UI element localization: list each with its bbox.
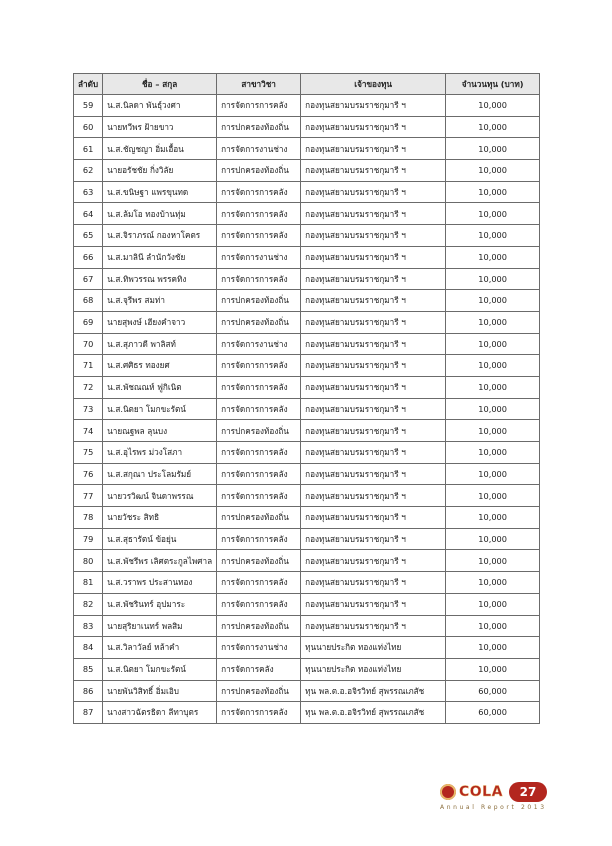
fund-owner-cell: กองทุนสยามบรมราชกุมารี ฯ: [301, 203, 446, 225]
fund-owner-cell: ทุน พล.ต.อ.อจิรวิทย์ สุพรรณเภสัช: [301, 702, 446, 724]
amount-cell: 10,000: [446, 658, 540, 680]
department-cell: การจัดการการคลัง: [217, 95, 301, 117]
row-number-cell: 59: [74, 95, 103, 117]
amount-cell: 10,000: [446, 637, 540, 659]
amount-cell: 10,000: [446, 355, 540, 377]
row-number-cell: 61: [74, 138, 103, 160]
department-cell: การปกครองท้องถิ่น: [217, 290, 301, 312]
table-row: [74, 702, 540, 724]
table-row: [74, 420, 540, 442]
row-number-cell: 64: [74, 203, 103, 225]
department-cell: การปกครองท้องถิ่น: [217, 116, 301, 138]
student-name-cell: น.ส.นิตยา โมกขะรัตน์: [103, 398, 217, 420]
amount-cell: 10,000: [446, 615, 540, 637]
department-cell: การจัดการงานช่าง: [217, 138, 301, 160]
fund-owner-cell: กองทุนสยามบรมราชกุมารี ฯ: [301, 485, 446, 507]
amount-cell: 10,000: [446, 420, 540, 442]
amount-cell: 60,000: [446, 702, 540, 724]
department-cell: การจัดการการคลัง: [217, 463, 301, 485]
student-name-cell: น.ส.ทิพวรรณ พรรคทิง: [103, 268, 217, 290]
table-row: [74, 268, 540, 290]
row-number-cell: 82: [74, 593, 103, 615]
row-number-cell: 79: [74, 528, 103, 550]
table-row: [74, 203, 540, 225]
amount-cell: 10,000: [446, 203, 540, 225]
department-cell: การจัดการงานช่าง: [217, 637, 301, 659]
table-row: [74, 95, 540, 117]
table-row: [74, 355, 540, 377]
amount-cell: 10,000: [446, 485, 540, 507]
amount-cell: 10,000: [446, 333, 540, 355]
header-no: ลำดับ: [74, 74, 103, 95]
table-body: [74, 95, 540, 724]
amount-cell: 10,000: [446, 376, 540, 398]
fund-owner-cell: กองทุนสยามบรมราชกุมารี ฯ: [301, 225, 446, 247]
department-cell: การจัดการงานช่าง: [217, 333, 301, 355]
student-name-cell: น.ส.จิราภรณ์ กองหาโคตร: [103, 225, 217, 247]
row-number-cell: 69: [74, 311, 103, 333]
amount-cell: 10,000: [446, 550, 540, 572]
student-name-cell: น.ส.ชัญชญา อิ่มเอื้อน: [103, 138, 217, 160]
fund-owner-cell: กองทุนสยามบรมราชกุมารี ฯ: [301, 420, 446, 442]
table-row: [74, 463, 540, 485]
fund-owner-cell: กองทุนสยามบรมราชกุมารี ฯ: [301, 550, 446, 572]
fund-owner-cell: กองทุนสยามบรมราชกุมารี ฯ: [301, 355, 446, 377]
student-name-cell: น.ส.ล้มโอ ทองบ้านทุ่ม: [103, 203, 217, 225]
table-row: [74, 528, 540, 550]
student-name-cell: นายอรัชชัย กิ่งวิลัย: [103, 160, 217, 182]
amount-cell: 10,000: [446, 181, 540, 203]
student-name-cell: น.ส.วิลาวัลย์ หล้าคำ: [103, 637, 217, 659]
table-row: [74, 333, 540, 355]
table-row: [74, 507, 540, 529]
fund-owner-cell: กองทุนสยามบรมราชกุมารี ฯ: [301, 463, 446, 485]
student-name-cell: น.ส.พัชรินทร์ อุปมาระ: [103, 593, 217, 615]
student-name-cell: นายทวีพร ฝ้ายขาว: [103, 116, 217, 138]
fund-owner-cell: กองทุนสยามบรมราชกุมารี ฯ: [301, 615, 446, 637]
student-name-cell: น.ส.พัชรีพร เลิศตระกูลไพศาล: [103, 550, 217, 572]
table-row: [74, 138, 540, 160]
table-row: [74, 160, 540, 182]
amount-cell: 10,000: [446, 290, 540, 312]
row-number-cell: 65: [74, 225, 103, 247]
table-row: [74, 311, 540, 333]
amount-cell: 10,000: [446, 225, 540, 247]
table-row: [74, 637, 540, 659]
amount-cell: 10,000: [446, 246, 540, 268]
fund-owner-cell: กองทุนสยามบรมราชกุมารี ฯ: [301, 376, 446, 398]
department-cell: การปกครองท้องถิ่น: [217, 420, 301, 442]
department-cell: การจัดการงานช่าง: [217, 246, 301, 268]
table-row: [74, 290, 540, 312]
row-number-cell: 74: [74, 420, 103, 442]
header-amount: จำนวนทุน (บาท): [446, 74, 540, 95]
table-row: [74, 615, 540, 637]
amount-cell: 10,000: [446, 507, 540, 529]
amount-cell: 10,000: [446, 572, 540, 594]
department-cell: การจัดการการคลัง: [217, 702, 301, 724]
department-cell: การจัดการการคลัง: [217, 376, 301, 398]
fund-owner-cell: กองทุนสยามบรมราชกุมารี ฯ: [301, 311, 446, 333]
row-number-cell: 87: [74, 702, 103, 724]
department-cell: การจัดการการคลัง: [217, 593, 301, 615]
department-cell: การจัดการการคลัง: [217, 181, 301, 203]
row-number-cell: 68: [74, 290, 103, 312]
row-number-cell: 70: [74, 333, 103, 355]
table-row: [74, 116, 540, 138]
table-row: [74, 572, 540, 594]
student-name-cell: น.ส.มาลินี ลำนักวังชัย: [103, 246, 217, 268]
department-cell: การจัดการการคลัง: [217, 398, 301, 420]
table-row: [74, 658, 540, 680]
table-row: [74, 485, 540, 507]
department-cell: การปกครองท้องถิ่น: [217, 311, 301, 333]
amount-cell: 10,000: [446, 138, 540, 160]
amount-cell: 10,000: [446, 160, 540, 182]
department-cell: การจัดการคลัง: [217, 658, 301, 680]
amount-cell: 10,000: [446, 398, 540, 420]
student-name-cell: น.ส.ศศิธร ทองยศ: [103, 355, 217, 377]
amount-cell: 10,000: [446, 95, 540, 117]
student-name-cell: น.ส.ขนิษฐา แพรขุนทด: [103, 181, 217, 203]
row-number-cell: 83: [74, 615, 103, 637]
department-cell: การจัดการการคลัง: [217, 268, 301, 290]
amount-cell: 10,000: [446, 311, 540, 333]
amount-cell: 10,000: [446, 268, 540, 290]
fund-owner-cell: กองทุนสยามบรมราชกุมารี ฯ: [301, 290, 446, 312]
header-fund-owner: เจ้าของทุน: [301, 74, 446, 95]
student-name-cell: นายวัชระ สิทธิ: [103, 507, 217, 529]
row-number-cell: 72: [74, 376, 103, 398]
row-number-cell: 67: [74, 268, 103, 290]
annual-report-label: Annual Report 2013: [440, 804, 547, 811]
student-name-cell: น.ส.สุภาวดี พาลิสท์: [103, 333, 217, 355]
fund-owner-cell: กองทุนสยามบรมราชกุมารี ฯ: [301, 160, 446, 182]
fund-owner-cell: กองทุนสยามบรมราชกุมารี ฯ: [301, 138, 446, 160]
fund-owner-cell: กองทุนสยามบรมราชกุมารี ฯ: [301, 528, 446, 550]
table-header-row: [74, 74, 540, 95]
department-cell: การปกครองท้องถิ่น: [217, 507, 301, 529]
table-row: [74, 593, 540, 615]
table-row: [74, 376, 540, 398]
row-number-cell: 75: [74, 442, 103, 464]
fund-owner-cell: กองทุนสยามบรมราชกุมารี ฯ: [301, 95, 446, 117]
department-cell: การปกครองท้องถิ่น: [217, 615, 301, 637]
department-cell: การจัดการการคลัง: [217, 355, 301, 377]
department-cell: การจัดการการคลัง: [217, 442, 301, 464]
row-number-cell: 73: [74, 398, 103, 420]
table-row: [74, 398, 540, 420]
header-department: สาขาวิชา: [217, 74, 301, 95]
scholarship-table: [73, 73, 540, 724]
cola-logo: COLA: [459, 784, 503, 800]
student-name-cell: นายสุริยาเนทร์ พลสิม: [103, 615, 217, 637]
amount-cell: 10,000: [446, 116, 540, 138]
row-number-cell: 81: [74, 572, 103, 594]
department-cell: การจัดการการคลัง: [217, 203, 301, 225]
table-row: [74, 550, 540, 572]
table-row: [74, 246, 540, 268]
student-name-cell: น.ส.นิลดา พันธุ์วงศา: [103, 95, 217, 117]
cola-emblem-icon: [440, 784, 456, 800]
fund-owner-cell: ทุน พล.ต.อ.อจิรวิทย์ สุพรรณเภสัช: [301, 680, 446, 702]
row-number-cell: 63: [74, 181, 103, 203]
student-name-cell: นางสาวฉัตรธิดา ลีทาบุตร: [103, 702, 217, 724]
student-name-cell: น.ส.นิตยา โมกขะรัตน์: [103, 658, 217, 680]
page-number-badge: 27: [509, 782, 547, 802]
fund-owner-cell: กองทุนสยามบรมราชกุมารี ฯ: [301, 572, 446, 594]
row-number-cell: 66: [74, 246, 103, 268]
row-number-cell: 76: [74, 463, 103, 485]
amount-cell: 10,000: [446, 463, 540, 485]
department-cell: การจัดการการคลัง: [217, 528, 301, 550]
fund-owner-cell: กองทุนสยามบรมราชกุมารี ฯ: [301, 268, 446, 290]
department-cell: การปกครองท้องถิ่น: [217, 680, 301, 702]
fund-owner-cell: กองทุนสยามบรมราชกุมารี ฯ: [301, 246, 446, 268]
student-name-cell: นายวรวิฒน์ จินดาพรรณ: [103, 485, 217, 507]
amount-cell: 10,000: [446, 442, 540, 464]
student-name-cell: น.ส.สกุณา ประโลมรัมย์: [103, 463, 217, 485]
department-cell: การจัดการการคลัง: [217, 485, 301, 507]
fund-owner-cell: กองทุนสยามบรมราชกุมารี ฯ: [301, 181, 446, 203]
department-cell: การปกครองท้องถิ่น: [217, 550, 301, 572]
fund-owner-cell: ทุนนายประกิต ทองแท่งไทย: [301, 637, 446, 659]
table-row: [74, 442, 540, 464]
student-name-cell: นายพันวิสิทธิ์ อิ่มเอิบ: [103, 680, 217, 702]
fund-owner-cell: กองทุนสยามบรมราชกุมารี ฯ: [301, 116, 446, 138]
student-name-cell: นายณฐพล ลุนบง: [103, 420, 217, 442]
student-name-cell: น.ส.วราพร ประสานทอง: [103, 572, 217, 594]
page-footer: [420, 782, 570, 814]
row-number-cell: 85: [74, 658, 103, 680]
department-cell: การปกครองท้องถิ่น: [217, 160, 301, 182]
row-number-cell: 86: [74, 680, 103, 702]
student-name-cell: น.ส.สุธารัตน์ ข้อยุ่น: [103, 528, 217, 550]
department-cell: การจัดการการคลัง: [217, 572, 301, 594]
table-row: [74, 680, 540, 702]
fund-owner-cell: กองทุนสยามบรมราชกุมารี ฯ: [301, 442, 446, 464]
student-name-cell: นายสุพงษ์ เฮียงคำจาว: [103, 311, 217, 333]
student-name-cell: น.ส.อุไรพร ม่วงโสภา: [103, 442, 217, 464]
fund-owner-cell: กองทุนสยามบรมราชกุมารี ฯ: [301, 507, 446, 529]
fund-owner-cell: กองทุนสยามบรมราชกุมารี ฯ: [301, 398, 446, 420]
row-number-cell: 80: [74, 550, 103, 572]
amount-cell: 10,000: [446, 528, 540, 550]
table-row: [74, 225, 540, 247]
fund-owner-cell: กองทุนสยามบรมราชกุมารี ฯ: [301, 593, 446, 615]
header-name: ชื่อ – สกุล: [103, 74, 217, 95]
fund-owner-cell: ทุนนายประกิต ทองแท่งไทย: [301, 658, 446, 680]
row-number-cell: 77: [74, 485, 103, 507]
fund-owner-cell: กองทุนสยามบรมราชกุมารี ฯ: [301, 333, 446, 355]
table-row: [74, 181, 540, 203]
student-name-cell: น.ส.พัชณณห์ ฟูกิเนิต: [103, 376, 217, 398]
row-number-cell: 71: [74, 355, 103, 377]
amount-cell: 10,000: [446, 593, 540, 615]
student-name-cell: น.ส.จุรีพร สมท่า: [103, 290, 217, 312]
department-cell: การจัดการการคลัง: [217, 225, 301, 247]
row-number-cell: 62: [74, 160, 103, 182]
amount-cell: 60,000: [446, 680, 540, 702]
row-number-cell: 78: [74, 507, 103, 529]
row-number-cell: 60: [74, 116, 103, 138]
row-number-cell: 84: [74, 637, 103, 659]
